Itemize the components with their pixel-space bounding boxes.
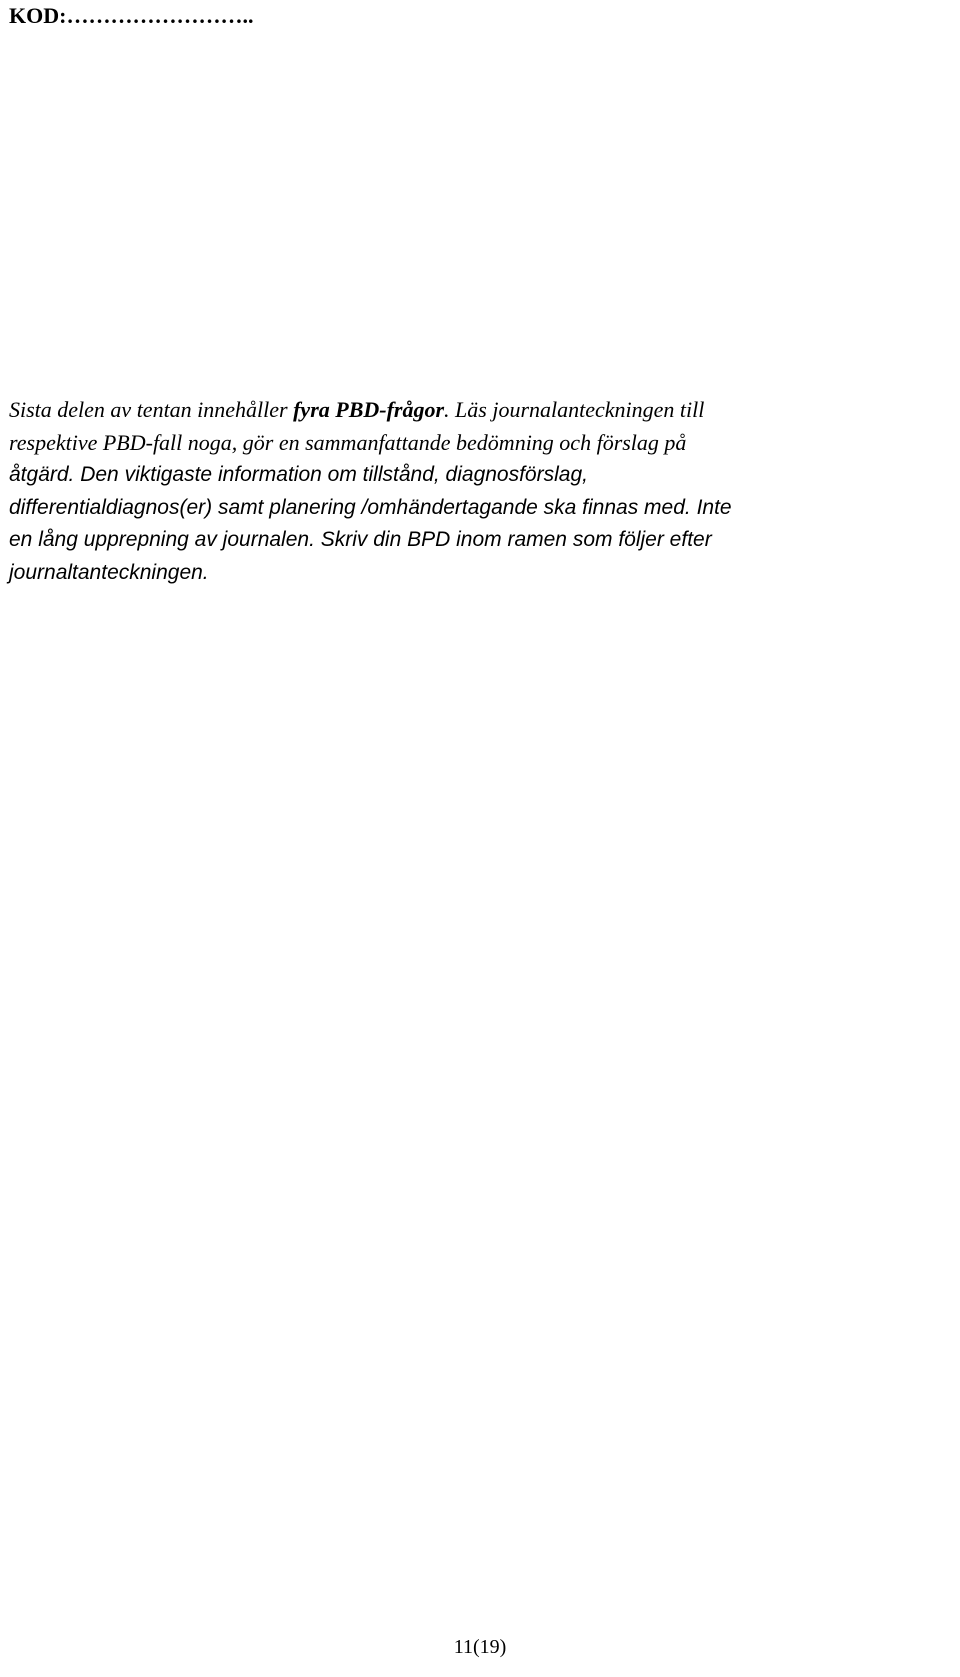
instructions-text: Sista delen av tentan innehåller [9,397,294,422]
instructions-emphasis: fyra PBD-frågor [293,397,445,422]
instructions-line-4: differentialdiagnos(er) samt planering /omhändertagande ska finnas med. Inte [9,495,732,519]
instructions-line-2: respektive PBD-fall noga, gör en sammanfattande bedömning och förslag på [9,429,687,455]
page-number: 11(19) [453,1636,507,1658]
exam-code-label: KOD:…………………….. [9,3,254,28]
instructions-line-6: journaltanteckningen. [9,560,209,584]
instructions-line-5: en lång upprepning av journalen. Skriv din BPD inom ramen som följer efter [9,528,712,551]
instructions-paragraph [9,394,955,589]
instructions-text: . Läs journalanteckningen till [444,397,705,422]
instructions-line-1 [9,394,955,427]
instructions-line-3: åtgärd. Den viktigaste information om tillstånd, diagnosförslag, [9,463,588,486]
